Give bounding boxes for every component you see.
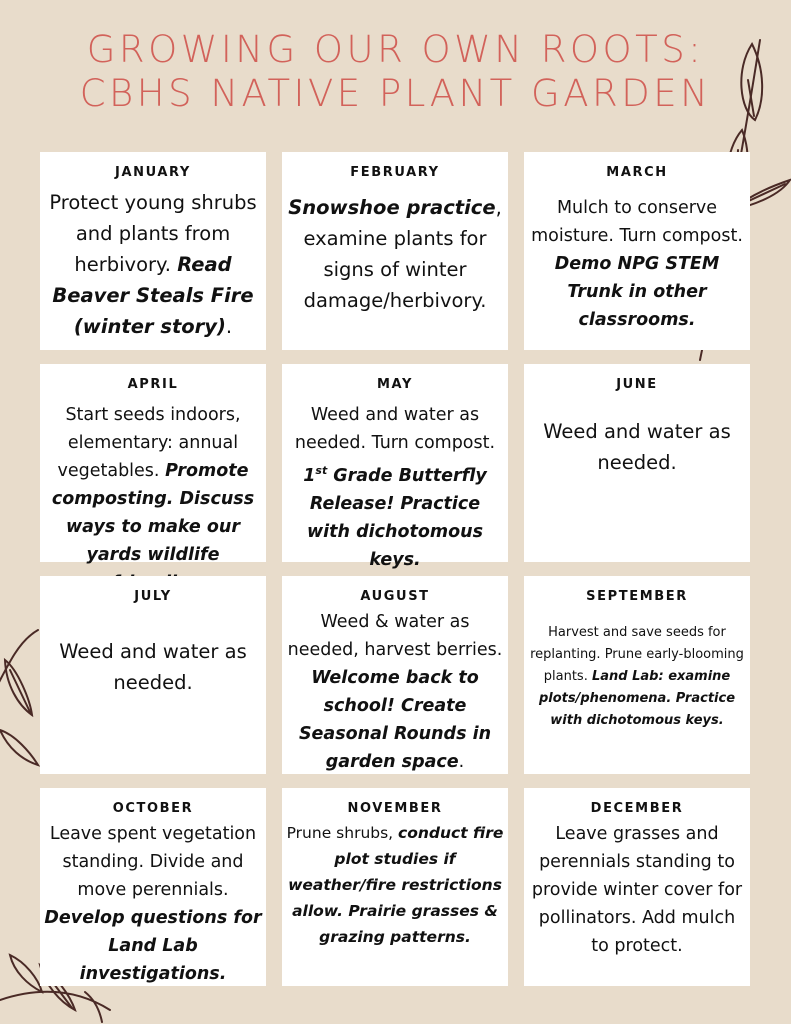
title-line-2: CBHS NATIVE PLANT GARDEN: [79, 72, 712, 115]
month-name: AUGUST: [360, 589, 430, 604]
task-text: Weed and water as needed. Turn compost.: [294, 405, 496, 453]
task-text: Leave grasses and perennials standing to provide winter cover for pollinators. Add mulch to protect.: [531, 824, 743, 956]
month-tasks: [286, 401, 504, 574]
month-name: JANUARY: [115, 165, 191, 180]
month-tasks: [528, 416, 746, 478]
month-card-august: [282, 576, 508, 774]
task-highlight: Snowshoe practice: [288, 196, 496, 219]
task-highlight: Welcome back to school! Create Seasonal Rounds in garden space: [298, 668, 492, 772]
month-card-june: [524, 364, 750, 562]
task-text: Weed and water as needed.: [543, 420, 731, 474]
month-card-january: [40, 152, 266, 350]
month-card-november: [282, 788, 508, 986]
month-name: OCTOBER: [112, 801, 194, 816]
task-superscript: st: [315, 464, 328, 477]
task-highlight: Develop questions for Land Lab investigations.: [44, 908, 262, 984]
task-text: .: [225, 315, 233, 338]
title-line-1: GROWING OUR OWN ROOTS:: [86, 28, 705, 71]
task-text: Weed and water as needed.: [59, 640, 247, 694]
task-text: , examine plants for signs of winter damage/herbivory.: [303, 196, 502, 312]
month-name: JUNE: [616, 377, 658, 392]
page-title: [0, 28, 791, 116]
month-name: JULY: [134, 589, 172, 604]
task-highlight: 1: [303, 465, 316, 486]
task-text: Protect young shrubs and plants from herbivory.: [49, 191, 257, 276]
month-card-february: [282, 152, 508, 350]
month-tasks: [286, 192, 504, 316]
month-tasks: [286, 608, 504, 776]
month-tasks: [44, 187, 262, 342]
month-card-october: [40, 788, 266, 986]
task-text: Leave spent vegetation standing. Divide and move perennials.: [49, 824, 257, 900]
month-name: DECEMBER: [590, 801, 684, 816]
month-card-july: [40, 576, 266, 774]
task-highlight: Read Beaver Steals Fire (winter story): [52, 253, 254, 338]
month-tasks: [528, 820, 746, 960]
task-highlight: conduct fire plot studies if weather/fire restrictions allow. Prairie grasses & grazing patterns.: [288, 824, 504, 946]
task-text: Prune shrubs,: [286, 824, 399, 842]
task-highlight: Land Lab: examine plots/phenomena. Practice with dichotomous keys.: [538, 669, 736, 728]
month-card-may: [282, 364, 508, 570]
task-highlight: Demo NPG STEM Trunk in other classrooms.: [554, 254, 720, 330]
month-card-september: [524, 576, 750, 774]
month-name: MAY: [377, 377, 413, 392]
task-text: Mulch to conserve moisture. Turn compost.: [531, 198, 743, 246]
month-tasks: [44, 401, 262, 597]
task-text: .: [458, 752, 465, 772]
month-card-march: [524, 152, 750, 350]
task-text: Start seeds indoors, elementary: annual vegetables.: [57, 405, 241, 481]
task-highlight: Promote composting. Discuss ways to make our yards wildlife: [51, 461, 255, 565]
month-name: MARCH: [606, 165, 668, 180]
month-tasks: [44, 820, 262, 988]
month-name: FEBRUARY: [350, 165, 440, 180]
month-name: SEPTEMBER: [586, 589, 688, 604]
month-tasks: [44, 636, 262, 698]
task-highlight: Grade Butterfly Release! Practice with dichotomous keys.: [307, 465, 487, 570]
task-text: Weed & water as needed, harvest berries.: [287, 612, 503, 660]
task-text: Harvest and save seeds for replanting. Prune early-blooming plants.: [530, 625, 744, 684]
month-name: APRIL: [127, 377, 179, 392]
month-tasks: [286, 820, 504, 950]
month-tasks: [528, 622, 746, 732]
month-card-december: [524, 788, 750, 986]
month-card-april: [40, 364, 266, 565]
month-name: NOVEMBER: [347, 801, 443, 816]
month-tasks: [528, 194, 746, 334]
